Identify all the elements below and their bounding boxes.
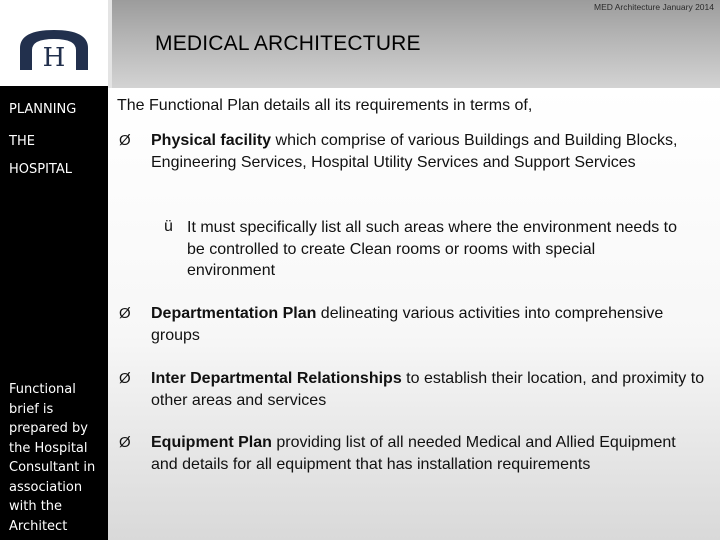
header-divider [108, 0, 112, 88]
logo-letter: H [42, 43, 66, 72]
check-icon: ü [164, 218, 173, 235]
bullet-term: Inter Departmental Relationships [151, 370, 402, 387]
bullet-inter-departmental [151, 368, 706, 411]
bullet-marker-1: Ø [119, 132, 131, 149]
bullet-physical-facility [151, 130, 706, 173]
intro-text: The Functional Plan details all its requirements in terms of, [117, 97, 533, 114]
hospital-logo-icon [16, 26, 92, 72]
bullet-description: delineating various activities into comprehensive groups [151, 305, 664, 344]
page-title: MEDICAL ARCHITECTURE [155, 32, 421, 55]
bullet-marker-2: Ø [119, 305, 131, 322]
bullet-description: to establish their location, and proximity to other areas and services [151, 370, 705, 409]
sidebar-label-hospital: HOSPITAL [9, 162, 73, 177]
sidebar-brief-note: Functional brief is prepared by the Hospital Consultant in association with the Architect [9, 382, 96, 534]
bullet-marker-4: Ø [119, 434, 131, 451]
bullet-description: providing list of all needed Medical and Allied Equipment and details for all equipment that has installation requirements [151, 434, 676, 473]
logo [0, 0, 108, 86]
sidebar [0, 86, 108, 540]
bullet-equipment-plan [151, 432, 706, 475]
bullet-term: Departmentation Plan [151, 305, 317, 322]
sidebar-label-planning: PLANNING [9, 102, 77, 117]
sidebar-label-the: THE [9, 134, 35, 149]
bullet-marker-3: Ø [119, 370, 131, 387]
bullet-term: Equipment Plan [151, 434, 272, 451]
slide-meta: MED Architecture January 2014 [593, 2, 714, 12]
bullet-term: Physical facility [151, 132, 272, 149]
bullet-departmentation-plan [151, 303, 706, 346]
subpoint-text: It must specifically list all such areas where the environment needs to be controlled to create Clean rooms or rooms with special environment [187, 219, 678, 279]
bullet-description: which comprise of various Buildings and Building Blocks, Engineering Services, Hospital Utility Services and Support Services [151, 132, 678, 171]
